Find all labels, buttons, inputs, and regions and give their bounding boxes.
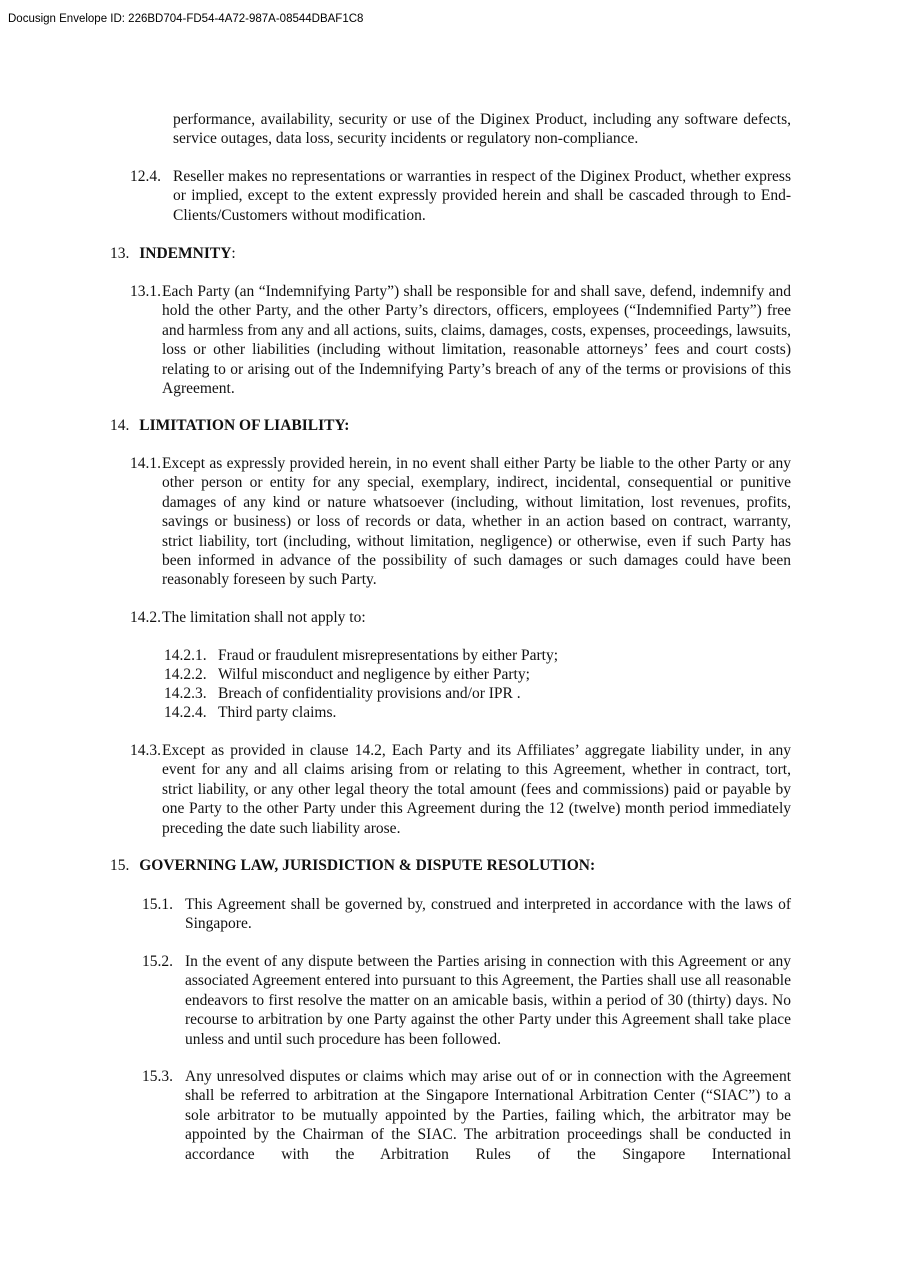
continuation-paragraph: performance, availability, security or use of the Diginex Product, including any software defects, service outages, data loss, security incidents or regulatory non-compliance. bbox=[173, 111, 791, 148]
clause-14-1-number: 14.1. bbox=[130, 455, 161, 472]
list-item-number: 14.2.3. bbox=[164, 685, 207, 702]
clause-15-2-number: 15.2. bbox=[142, 953, 173, 970]
list-item-text: Third party claims. bbox=[218, 704, 337, 721]
clause-14-3-number: 14.3. bbox=[130, 742, 161, 759]
clause-14-2-number: 14.2. bbox=[130, 609, 161, 626]
list-item-number: 14.2.1. bbox=[164, 647, 207, 664]
clause-15-1-number: 15.1. bbox=[142, 896, 173, 913]
clause-15-1-text: This Agreement shall be governed by, construed and interpreted in accordance with the laws of Singapore. bbox=[185, 896, 791, 933]
list-item bbox=[164, 703, 336, 722]
clause-14-1-text: Except as expressly provided herein, in no event shall either Party be liable to the other Party or any other person or entity for any special, exemplary, indirect, incidental, consequential or punitive damages of any kind or nature whatsoever (including, without limitation, lost revenues, profits, savings or business) or loss of records or data, whether in an action based on contract, warranty, strict liability, tort (including, without limitation, negligence) or otherwise, even if such Party has been informed in advance of the possibility of such damages or such damages could have been reasonably foreseen by such Party. bbox=[162, 455, 791, 589]
section-15-title: GOVERNING LAW, JURISDICTION & DISPUTE RESOLUTION: bbox=[139, 857, 596, 874]
section-13-suffix: : bbox=[231, 245, 236, 262]
clause-14-3-text: Except as provided in clause 14.2, Each Party and its Affiliates’ aggregate liability under, in any event for any and all claims arising from or relating to this Agreement, whether in contract, tort, strict liability, or any other legal theory the total amount (fees and commissions) paid or payable by one Party to the other Party under this Agreement during the 12 (twelve) month period immediately preceding the date such liability arose. bbox=[162, 742, 791, 837]
clause-13-1-block bbox=[130, 282, 791, 398]
clause-14-2-text: The limitation shall not apply to: bbox=[162, 609, 366, 626]
section-15-number: 15. bbox=[110, 857, 130, 874]
list-item-text: Breach of confidentiality provisions and/or IPR . bbox=[218, 685, 521, 702]
clause-15-3-number: 15.3. bbox=[142, 1068, 173, 1085]
clause-13-1-number: 13.1. bbox=[130, 283, 161, 300]
section-13-title: INDEMNITY bbox=[139, 245, 232, 262]
section-15-heading bbox=[110, 856, 595, 875]
section-14-title: LIMITATION OF LIABILITY: bbox=[139, 417, 350, 434]
list-item bbox=[164, 646, 558, 665]
envelope-id-header: Docusign Envelope ID: 226BD704-FD54-4A72-987A-08544DBAF1C8 bbox=[8, 13, 364, 25]
list-item-number: 14.2.2. bbox=[164, 666, 207, 683]
clause-15-2-text: In the event of any dispute between the Parties arising in connection with this Agreement or any associated Agreement entered into pursuant to this Agreement, the Parties shall use all reasonable endeavors to first resolve the matter on an amicable basis, within a period of 30 (thirty) days. No recourse to arbitration by one Party against the other Party under this Agreement shall take place unless and until such procedure has been followed. bbox=[185, 953, 791, 1048]
list-item bbox=[164, 665, 530, 684]
clause-12-4-text: Reseller makes no representations or warranties in respect of the Diginex Product, whether express or implied, except to the extent expressly provided herein and shall be cascaded through to End-Clients/Customers without modification. bbox=[173, 168, 791, 224]
clause-15-3-text: Any unresolved disputes or claims which may arise out of or in connection with the Agreement shall be referred to arbitration at the Singapore International Arbitration Center (“SIAC”) to a sole arbitrator to be mutually appointed by the Parties, failing which, the arbitrator may be appointed by the Chairman of the SIAC. The arbitration proceedings shall be conducted in accordance with the Arbitration Rules of the Singapore International bbox=[185, 1068, 791, 1163]
section-13-number: 13. bbox=[110, 245, 130, 262]
list-item bbox=[164, 684, 521, 703]
clause-12-4-number: 12.4. bbox=[130, 168, 161, 185]
section-13-heading bbox=[110, 244, 236, 263]
list-item-text: Fraud or fraudulent misrepresentations by either Party; bbox=[218, 647, 559, 664]
clause-13-1-body: Each Party (an “Indemnifying Party”) shall be responsible for and shall save, defend, indemnify and hold the other Party, and the other Party’s directors, officers, employees (“Indemnified Party”) free and harmless from any and all actions, suits, claims, damages, costs, expenses, proceedings, lawsuits, loss or other liabilities (including without limitation, reasonable attorneys’ fees and court costs) relating to or arising out of the Indemnifying Party’s breach of any of the terms or provisions of this Agreement. bbox=[162, 283, 791, 398]
list-item-text: Wilful misconduct and negligence by either Party; bbox=[218, 666, 530, 683]
section-14-number: 14. bbox=[110, 417, 130, 434]
section-14-heading bbox=[110, 416, 349, 435]
list-item-number: 14.2.4. bbox=[164, 704, 207, 721]
